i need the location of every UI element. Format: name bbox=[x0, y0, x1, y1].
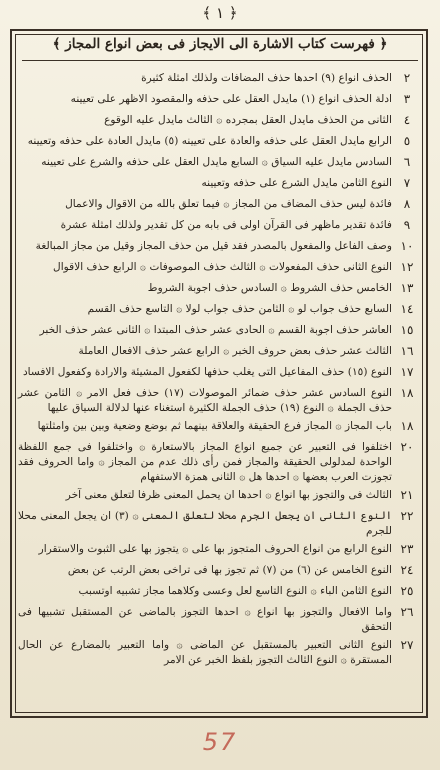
entry-page-number: ٧ bbox=[403, 176, 411, 190]
entry-page-number: ٢٣ bbox=[400, 542, 414, 556]
entry-text: فائدة ليس حذف المضاف من المجاز ۞ فيما تعلق بالله من الاقوال والاعمال bbox=[65, 198, 392, 210]
index-entry bbox=[18, 362, 422, 383]
index-entry bbox=[18, 506, 422, 539]
entry-text: النوع الثانى التعبير بالمستقبل عن الماضى ۞ واما التعبير بالمضارع عن الحال المستقرة ۞ النوع الثالث التجوز بلفظ الخبر عن الامر bbox=[18, 639, 392, 666]
index-entry bbox=[18, 68, 422, 89]
page-number: ﴿ ١ ﴾ bbox=[202, 4, 238, 22]
entry-text: النوع الثامن الباء ۞ النوع التاسع لعل وعسى وكلاهما مجاز تشبيه اوتسبب bbox=[78, 585, 392, 597]
entry-text: النوع (١٥) حذف المفاعيل التى يغلب حذفها لكفعول المشيئة والارادة وكفعول الافساد bbox=[22, 366, 392, 378]
index-entry bbox=[18, 89, 422, 110]
index-entry bbox=[18, 278, 422, 299]
entry-page-number: ٢٦ bbox=[400, 605, 414, 619]
entry-text: العاشر حذف اجوبة القسم ۞ الحادى عشر حذف المبتدا ۞ الثانى عشر حذف الخبر bbox=[39, 324, 392, 336]
index-entry bbox=[18, 257, 422, 278]
entry-text: ادلة الحذف انواع (١) مايدل العقل على حذفه والمقصود الاظهر على تعيينه bbox=[70, 93, 392, 105]
index-entry bbox=[18, 320, 422, 341]
entry-page-number: ١٥ bbox=[400, 323, 414, 337]
entry-page-number: ٦ bbox=[403, 155, 411, 169]
entry-page-number: ١٦ bbox=[400, 344, 414, 358]
entry-text: الثالث عشر حذف بعض حروف الخبر ۞ الرابع عشر حذف الافعال العاملة bbox=[78, 345, 392, 357]
entry-text: النوع الثامن مايدل الشرع على حذفه وتعيينه bbox=[201, 177, 392, 189]
entry-page-number: ٣ bbox=[403, 92, 411, 106]
entry-page-number: ٢ bbox=[403, 71, 411, 85]
entry-page-number: ١٣ bbox=[400, 281, 414, 295]
entry-text: النوع السادس عشر حذف ضمائر الموصولات (١٧) حذف فعل الامر ۞ الثامن عشر حذف الجملة ۞ النوع (١٩) حذف الجملة الكثيرة استغناء عنها لدلالة السياق عليها bbox=[18, 387, 392, 414]
index-entry bbox=[18, 581, 422, 602]
index-list bbox=[18, 68, 422, 668]
entry-page-number: ٢١ bbox=[400, 488, 414, 502]
entry-text: النوع الثانى ان يجعل الجرم محلا لتعلق المعنى ۞ (٣) ان يجعل المعنى محلا للجرم bbox=[18, 510, 392, 537]
entry-text: باب المجاز ۞ المجاز فرع الحقيقة والعلاقة بينهما ثم بوضع وضعية وبين بين وامثلتها bbox=[37, 420, 392, 432]
entry-page-number: ٢٥ bbox=[400, 584, 414, 598]
index-entry bbox=[18, 131, 422, 152]
title-rule bbox=[22, 60, 418, 61]
entry-text: الحذف انواع (٩) احدها حذف المضافات ولذلك امثلة كثيرة bbox=[141, 72, 392, 84]
entry-text: اختلفوا فى التعبير عن جميع انواع المجاز بالاستعارة ۞ واختلفوا فى جمع اللفظة الواحدة لمدلولى الحقيقة والمجاز فمن رأى ذلك عدم من المجاز ۞ واما الحروف فقد تجوزت العرب بعضها ۞ احدها هل ۞ الثانى همزة الاستفهام bbox=[18, 441, 392, 483]
index-entry bbox=[18, 341, 422, 362]
index-entry bbox=[18, 560, 422, 581]
entry-text: وصف الفاعل والمفعول بالمصدر فقد قيل من حذف المجاز وقيل من مجاز المبالغة bbox=[35, 240, 392, 252]
entry-text: الثانى من الحذف مايدل العقل بمجرده ۞ الثالث مايدل عليه الوقوع bbox=[104, 114, 392, 126]
entry-page-number: ١٨ bbox=[400, 386, 414, 400]
entry-text: السادس مايدل عليه السياق ۞ السابع مايدل العقل على حذفه والشرع على تعيينه bbox=[41, 156, 392, 168]
entry-page-number: ١٨ bbox=[400, 419, 414, 433]
index-entry bbox=[18, 173, 422, 194]
index-entry bbox=[18, 236, 422, 257]
entry-text: النوع الرابع من انواع الحروف المتجوز بها على ۞ يتجوز بها على الثبوت والاستقرار bbox=[38, 543, 392, 555]
entry-page-number: ٢٠ bbox=[400, 440, 414, 454]
index-entry bbox=[18, 437, 422, 485]
index-entry bbox=[18, 383, 422, 416]
index-title: ﴿ فهرست كتاب الاشارة الى الايجاز فى بعض انواع المجاز ﴾ bbox=[52, 36, 388, 52]
index-entry bbox=[18, 152, 422, 173]
entry-page-number: ٢٤ bbox=[400, 563, 414, 577]
entry-text: واما الافعال والتجوز بها انواع ۞ احدها التجوز بالماضى عن المستقبل تشبيها فى التحقق bbox=[18, 606, 392, 633]
entry-text: فائدة تقدير ماظهر فى القرآن اولى فى بابه من كل تقدير ولذلك امثلة عشرة bbox=[60, 219, 392, 231]
index-entry bbox=[18, 194, 422, 215]
entry-page-number: ٢٢ bbox=[400, 509, 414, 523]
entry-page-number: ٢٧ bbox=[400, 638, 414, 652]
index-entry bbox=[18, 635, 422, 668]
entry-text: الثالث فى والتجوز بها انواع ۞ احدها ان يحمل المعنى ظرفا لتعلق معنى آخر bbox=[65, 489, 392, 501]
handwritten-mark: 57 bbox=[202, 728, 238, 756]
entry-page-number: ٤ bbox=[403, 113, 411, 127]
index-entry bbox=[18, 299, 422, 320]
entry-page-number: ٩ bbox=[403, 218, 411, 232]
entry-page-number: ٥ bbox=[403, 134, 411, 148]
entry-page-number: ١٠ bbox=[400, 239, 414, 253]
index-entry bbox=[18, 110, 422, 131]
entry-text: السابع حذف جواب لو ۞ الثامن حذف جواب لولا ۞ التاسع حذف القسم bbox=[87, 303, 392, 315]
index-entry bbox=[18, 215, 422, 236]
entry-page-number: ١٧ bbox=[400, 365, 414, 379]
entry-text: النوع الثانى حذف المفعولات ۞ الثالث حذف الموصوفات ۞ الرابع حذف الاقوال bbox=[53, 261, 392, 273]
index-entry bbox=[18, 416, 422, 437]
entry-page-number: ٨ bbox=[403, 197, 411, 211]
entry-text: النوع الخامس عن (٦) من (٧) ثم تجوز بها فى تراخى بعض الرتب عن بعض bbox=[67, 564, 392, 576]
index-entry bbox=[18, 539, 422, 560]
entry-page-number: ١٤ bbox=[400, 302, 414, 316]
index-entry bbox=[18, 485, 422, 506]
entry-page-number: ١٢ bbox=[400, 260, 414, 274]
entry-text: الرابع مايدل العقل على حذفه والعادة على تعيينه (٥) مايدل العادة على حذفه وتعيينه bbox=[27, 135, 392, 147]
entry-text: الخامس حذف الشروط ۞ السادس حذف اجوبة الشروط bbox=[147, 282, 392, 294]
index-entry bbox=[18, 602, 422, 635]
